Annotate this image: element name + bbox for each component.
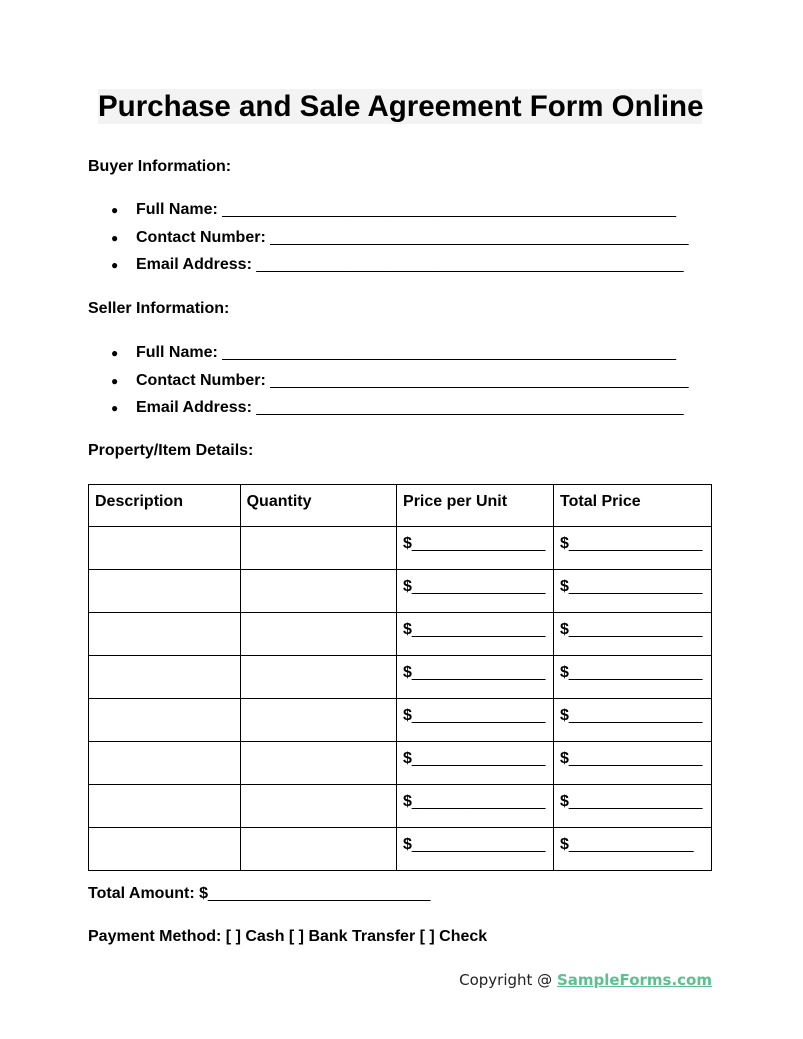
buyer-fields bbox=[88, 201, 688, 284]
currency-symbol: $ bbox=[403, 664, 412, 681]
quantity-cell[interactable] bbox=[240, 527, 396, 570]
amount-blank[interactable]: _______________ bbox=[411, 535, 546, 552]
table-row bbox=[89, 570, 712, 613]
amount-blank[interactable]: _______________ bbox=[568, 535, 703, 552]
field-label: Email Address: bbox=[136, 399, 252, 416]
seller-heading: Seller Information: bbox=[88, 300, 230, 317]
price-per-unit-cell[interactable] bbox=[397, 785, 554, 828]
description-cell[interactable] bbox=[89, 699, 241, 742]
price-per-unit-cell[interactable] bbox=[397, 828, 554, 871]
currency-symbol: $ bbox=[560, 707, 569, 724]
field-label: Full Name: bbox=[136, 201, 218, 218]
field-blank[interactable]: _______________________________________________ bbox=[270, 228, 689, 246]
table-row bbox=[89, 613, 712, 656]
currency-symbol: $ bbox=[403, 836, 412, 853]
currency-symbol: $ bbox=[560, 836, 569, 853]
currency-symbol: $ bbox=[560, 578, 569, 595]
amount-blank[interactable]: _______________ bbox=[411, 836, 546, 853]
total-label: Total Amount: $ bbox=[88, 885, 208, 902]
currency-symbol: $ bbox=[560, 793, 569, 810]
total-price-cell[interactable] bbox=[554, 527, 712, 570]
total-blank[interactable]: _________________________ bbox=[207, 885, 431, 902]
total-price-cell[interactable] bbox=[554, 656, 712, 699]
price-per-unit-cell[interactable] bbox=[397, 527, 554, 570]
quantity-cell[interactable] bbox=[240, 613, 396, 656]
amount-blank[interactable]: _______________ bbox=[411, 621, 546, 638]
amount-blank[interactable]: ______________ bbox=[568, 836, 694, 853]
property-heading: Property/Item Details: bbox=[88, 442, 254, 459]
description-cell[interactable] bbox=[89, 656, 241, 699]
table-row bbox=[89, 699, 712, 742]
buyer-contact-number-field[interactable] bbox=[88, 229, 688, 257]
amount-blank[interactable]: _______________ bbox=[568, 578, 703, 595]
seller-full-name-field[interactable] bbox=[88, 344, 688, 372]
currency-symbol: $ bbox=[403, 578, 412, 595]
currency-symbol: $ bbox=[403, 707, 412, 724]
quantity-cell[interactable] bbox=[240, 742, 396, 785]
quantity-cell[interactable] bbox=[240, 699, 396, 742]
price-per-unit-cell[interactable] bbox=[397, 742, 554, 785]
payment-method[interactable]: Payment Method: [ ] Cash [ ] Bank Transfer [ ] Check bbox=[88, 928, 488, 945]
price-per-unit-cell[interactable] bbox=[397, 656, 554, 699]
field-blank[interactable]: ________________________________________________ bbox=[256, 256, 684, 273]
description-cell[interactable] bbox=[89, 742, 241, 785]
seller-email-field[interactable] bbox=[88, 399, 688, 427]
table-row bbox=[89, 527, 712, 570]
table-header-row bbox=[89, 485, 712, 527]
field-blank[interactable]: ___________________________________________________ bbox=[222, 201, 677, 218]
currency-symbol: $ bbox=[560, 535, 569, 552]
description-cell[interactable] bbox=[89, 527, 241, 570]
total-price-cell[interactable] bbox=[554, 828, 712, 871]
currency-symbol: $ bbox=[403, 621, 412, 638]
total-price-cell[interactable] bbox=[554, 570, 712, 613]
column-header: Description bbox=[89, 485, 241, 527]
amount-blank[interactable]: _______________ bbox=[411, 578, 546, 595]
currency-symbol: $ bbox=[403, 793, 412, 810]
quantity-cell[interactable] bbox=[240, 785, 396, 828]
field-label: Email Address: bbox=[136, 256, 252, 273]
currency-symbol: $ bbox=[560, 664, 569, 681]
amount-blank[interactable]: _______________ bbox=[568, 664, 703, 681]
column-header: Price per Unit bbox=[397, 485, 554, 527]
property-table bbox=[88, 484, 712, 871]
table-row bbox=[89, 785, 712, 828]
buyer-email-field[interactable] bbox=[88, 256, 688, 284]
amount-blank[interactable]: _______________ bbox=[568, 750, 703, 767]
copyright-text: Copyright @ bbox=[459, 971, 557, 989]
sampleforms-link[interactable]: SampleForms.com bbox=[556, 971, 712, 989]
field-label: Full Name: bbox=[136, 344, 218, 361]
description-cell[interactable] bbox=[89, 828, 241, 871]
amount-blank[interactable]: _______________ bbox=[411, 664, 546, 681]
amount-blank[interactable]: _______________ bbox=[411, 707, 546, 724]
price-per-unit-cell[interactable] bbox=[397, 699, 554, 742]
total-price-cell[interactable] bbox=[554, 699, 712, 742]
copyright-footer bbox=[459, 971, 712, 989]
amount-blank[interactable]: _______________ bbox=[568, 621, 703, 638]
currency-symbol: $ bbox=[403, 535, 412, 552]
seller-contact-number-field[interactable] bbox=[88, 372, 688, 400]
price-per-unit-cell[interactable] bbox=[397, 613, 554, 656]
field-blank[interactable]: _______________________________________________ bbox=[270, 371, 689, 389]
currency-symbol: $ bbox=[560, 621, 569, 638]
page-title: Purchase and Sale Agreement Form Online bbox=[98, 90, 704, 123]
column-header: Quantity bbox=[240, 485, 396, 527]
table-row bbox=[89, 656, 712, 699]
total-amount-field[interactable] bbox=[88, 885, 430, 903]
quantity-cell[interactable] bbox=[240, 656, 396, 699]
currency-symbol: $ bbox=[403, 750, 412, 767]
seller-fields bbox=[88, 344, 688, 427]
price-per-unit-cell[interactable] bbox=[397, 570, 554, 613]
field-blank[interactable]: ________________________________________________ bbox=[256, 399, 684, 416]
total-price-cell[interactable] bbox=[554, 613, 712, 656]
field-label: Contact Number: bbox=[136, 228, 266, 246]
amount-blank[interactable]: _______________ bbox=[568, 793, 703, 810]
total-price-cell[interactable] bbox=[554, 785, 712, 828]
amount-blank[interactable]: _______________ bbox=[568, 707, 703, 724]
amount-blank[interactable]: _______________ bbox=[411, 793, 546, 810]
table-row bbox=[89, 828, 712, 871]
field-blank[interactable]: ___________________________________________________ bbox=[222, 344, 677, 361]
currency-symbol: $ bbox=[560, 750, 569, 767]
total-price-cell[interactable] bbox=[554, 742, 712, 785]
description-cell[interactable] bbox=[89, 570, 241, 613]
description-cell[interactable] bbox=[89, 785, 241, 828]
buyer-full-name-field[interactable] bbox=[88, 201, 688, 229]
table-row bbox=[89, 742, 712, 785]
field-label: Contact Number: bbox=[136, 371, 266, 389]
quantity-cell[interactable] bbox=[240, 570, 396, 613]
description-cell[interactable] bbox=[89, 613, 241, 656]
amount-blank[interactable]: _______________ bbox=[411, 750, 546, 767]
column-header: Total Price bbox=[554, 485, 712, 527]
quantity-cell[interactable] bbox=[240, 828, 396, 871]
buyer-heading: Buyer Information: bbox=[88, 158, 232, 175]
